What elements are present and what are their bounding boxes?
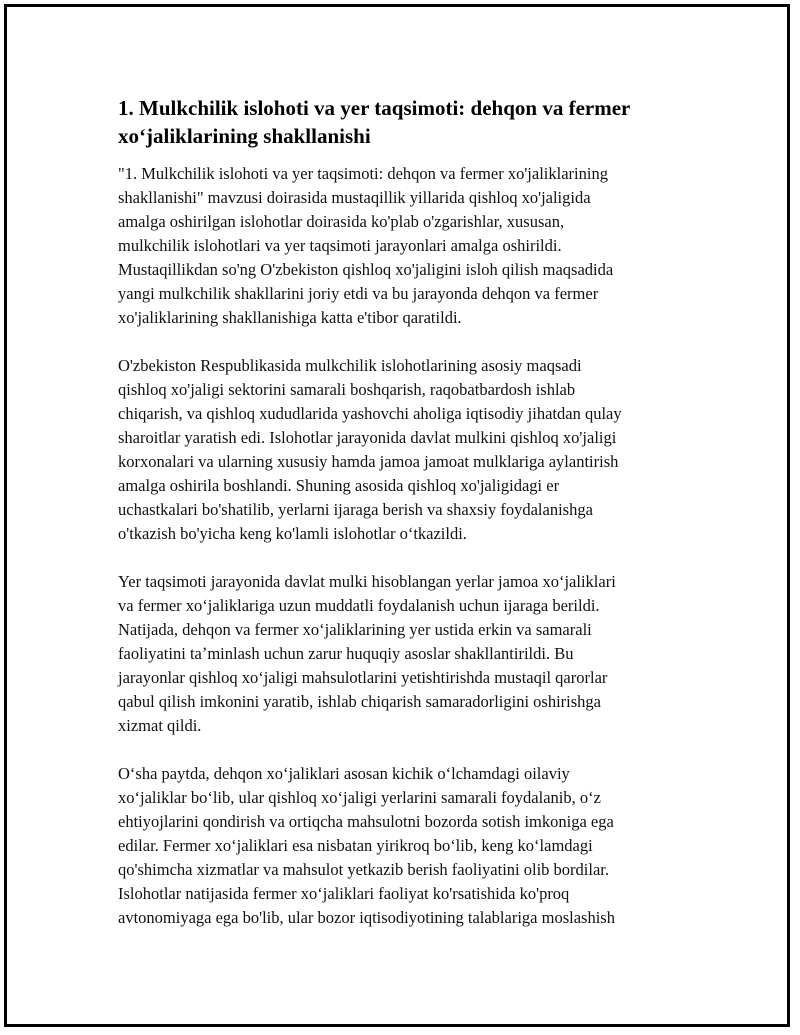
text-line: Natijada, dehqon va fermer xoʻjaliklarining yer ustida erkin va samarali [118, 620, 592, 639]
text-line: yangi mulkchilik shakllarini joriy etdi va bu jarayonda dehqon va fermer [118, 284, 599, 303]
text-line: O'zbekiston Respublikasida mulkchilik islohotlarining asosiy maqsadi [118, 356, 582, 375]
document-body [118, 94, 678, 954]
paragraph-4 [118, 762, 678, 930]
text-line: qishloq xo'jaligi sektorini samarali boshqarish, raqobatbardosh ishlab [118, 380, 576, 399]
text-line: o'tkazish bo'yicha keng ko'lamli islohotlar oʻtkazildi. [118, 524, 467, 543]
text-line: korxonalari va ularning xususiy hamda jamoa jamoat mulklariga aylantirish [118, 452, 619, 471]
text-line: shakllanishi" mavzusi doirasida mustaqillik yillarida qishloq xo'jaligida [118, 188, 591, 207]
document-title [118, 94, 678, 150]
text-line: xizmat qildi. [118, 716, 202, 735]
text-line: xoʻjaliklar boʻlib, ular qishloq xoʻjaligi yerlarini samarali foydalanib, oʻz [118, 788, 601, 807]
text-line: xo'jaliklarining shakllanishiga katta e'tibor qaratildi. [118, 308, 462, 327]
text-line: ehtiyojlarini qondirish va ortiqcha mahsulotni bozorda sotish imkoniga ega [118, 812, 614, 831]
text-line: Islohotlar natijasida fermer xoʻjaliklari faoliyat ko'rsatishida ko'proq [118, 884, 570, 903]
text-line: "1. Mulkchilik islohoti va yer taqsimoti: dehqon va fermer xo'jaliklarining [118, 164, 608, 183]
text-line: va fermer xoʻjaliklariga uzun muddatli foydalanish uchun ijaraga berildi. [118, 596, 600, 615]
paragraph-1 [118, 162, 678, 330]
text-line: Oʻsha paytda, dehqon xoʻjaliklari asosan kichik oʻlchamdagi oilaviy [118, 764, 570, 783]
text-line: chiqarish, va qishloq xududlarida yashovchi aholiga iqtisodiy jihatdan qulay [118, 404, 622, 423]
text-line: mulkchilik islohotlari va yer taqsimoti jarayonlari amalga oshirildi. [118, 236, 562, 255]
text-line: Mustaqillikdan so'ng O'zbekiston qishloq xo'jaligini isloh qilish maqsadida [118, 260, 614, 279]
paragraph-3 [118, 570, 678, 738]
text-line: faoliyatini taʼminlash uchun zarur huquqiy asoslar shakllantirildi. Bu [118, 644, 574, 663]
text-line: Yer taqsimoti jarayonida davlat mulki hisoblangan yerlar jamoa xoʻjaliklari [118, 572, 616, 591]
text-line: jarayonlar qishloq xoʻjaligi mahsulotlarini yetishtirishda mustaqil qarorlar [118, 668, 608, 687]
text-line: qo'shimcha xizmatlar va mahsulot yetkazib berish faoliyatini olib bordilar. [118, 860, 609, 879]
text-line: sharoitlar yaratish edi. Islohotlar jarayonida davlat mulkini qishloq xo'jaligi [118, 428, 617, 447]
text-line: amalga oshirilgan islohotlar doirasida ko'plab o'zgarishlar, xususan, [118, 212, 565, 231]
text-line: avtonomiyaga ega bo'lib, ular bozor iqtisodiyotining talablariga moslashish [118, 908, 615, 927]
text-line: amalga oshirila boshlandi. Shuning asosida qishloq xo'jaligidagi er [118, 476, 560, 495]
title-line: xoʻjaliklarining shakllanishi [118, 124, 371, 148]
text-line: edilar. Fermer xoʻjaliklari esa nisbatan yirikroq boʻlib, keng koʻlamdagi [118, 836, 593, 855]
paragraph-2 [118, 354, 678, 546]
title-line: 1. Mulkchilik islohoti va yer taqsimoti: dehqon va fermer [118, 96, 631, 120]
text-line: uchastkalari bo'shatilib, yerlarni ijaraga berish va shaxsiy foydalanishga [118, 500, 593, 519]
text-line: qabul qilish imkonini yaratib, ishlab chiqarish samaradorligini oshirishga [118, 692, 602, 711]
